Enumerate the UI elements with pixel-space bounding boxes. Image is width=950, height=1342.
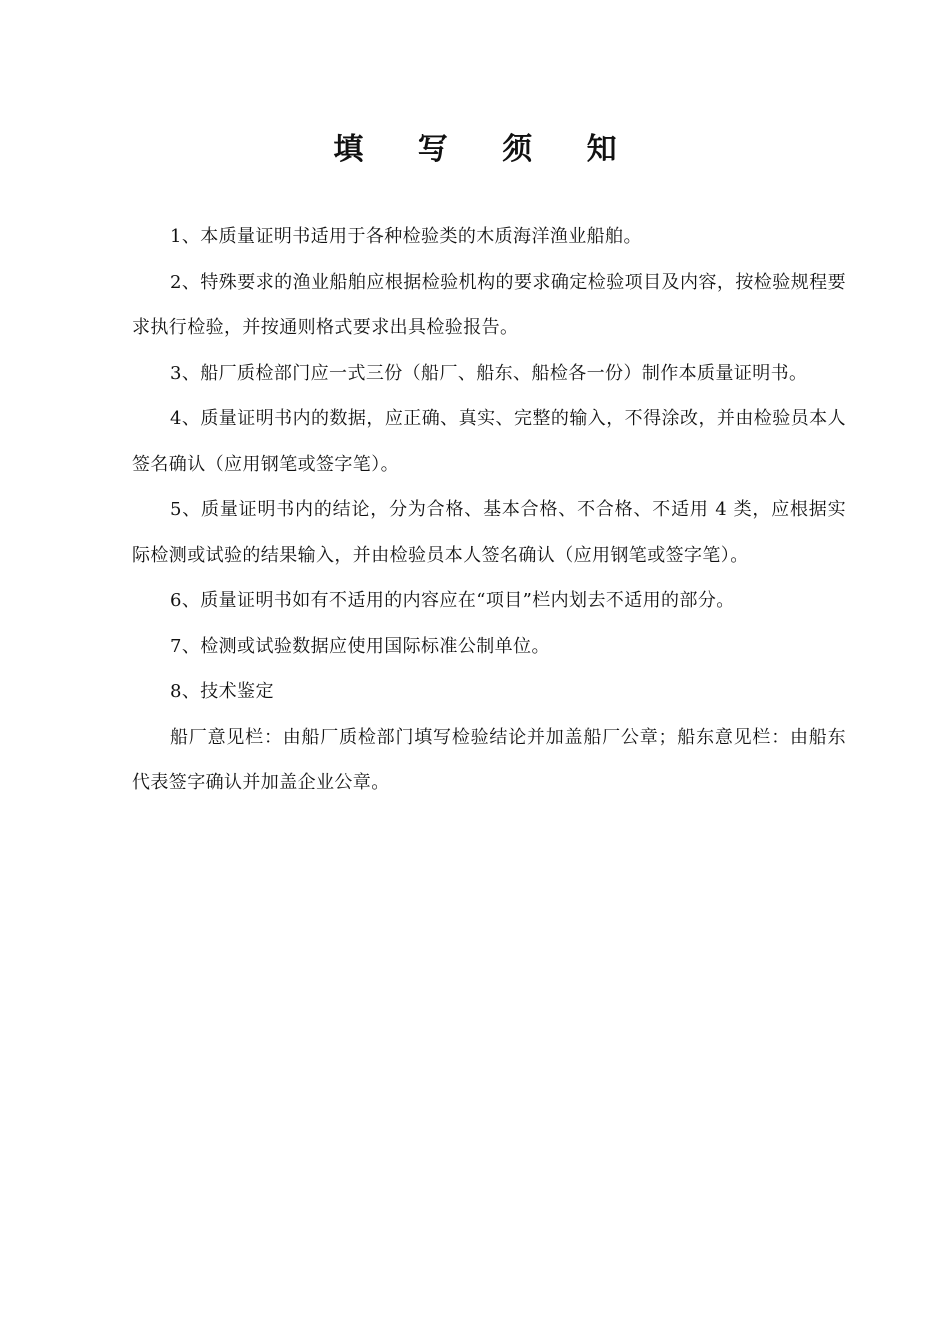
instruction-item-8: 8、技术鉴定: [170, 681, 274, 702]
instruction-item-1: 1、本质量证明书适用于各种检验类的木质海洋渔业船舶。: [170, 226, 642, 247]
instruction-item-4: 4、质量证明书内的数据，应正确、真实、完整的输入，不得涂改，并由检验员本人签名确认（应用钢笔或签字笔）。: [132, 408, 846, 475]
instructions-body: [132, 214, 846, 806]
instruction-item-8-detail: 船厂意见栏：由船厂质检部门填写检验结论并加盖船厂公章；船东意见栏：由船东代表签字确认并加盖企业公章。: [132, 726, 846, 793]
instruction-item-3: 3、船厂质检部门应一式三份（船厂、船东、船检各一份）制作本质量证明书。: [170, 362, 808, 384]
instruction-item-5: 5、质量证明书内的结论，分为合格、基本合格、不合格、不适用 4 类，应根据实际检测或试验的结果输入，并由检验员本人签名确认（应用钢笔或签字笔）。: [132, 499, 846, 566]
instruction-item-7: 7、检测或试验数据应使用国际标准公制单位。: [170, 635, 550, 657]
document-title: 填 写 须 知: [333, 132, 639, 167]
instruction-item-6: 6、质量证明书如有不适用的内容应在“项目”栏内划去不适用的部分。: [170, 590, 735, 611]
instruction-item-2: 2、特殊要求的渔业船舶应根据检验机构的要求确定检验项目及内容，按检验规程要求执行检验，并按通则格式要求出具检验报告。: [132, 271, 846, 338]
